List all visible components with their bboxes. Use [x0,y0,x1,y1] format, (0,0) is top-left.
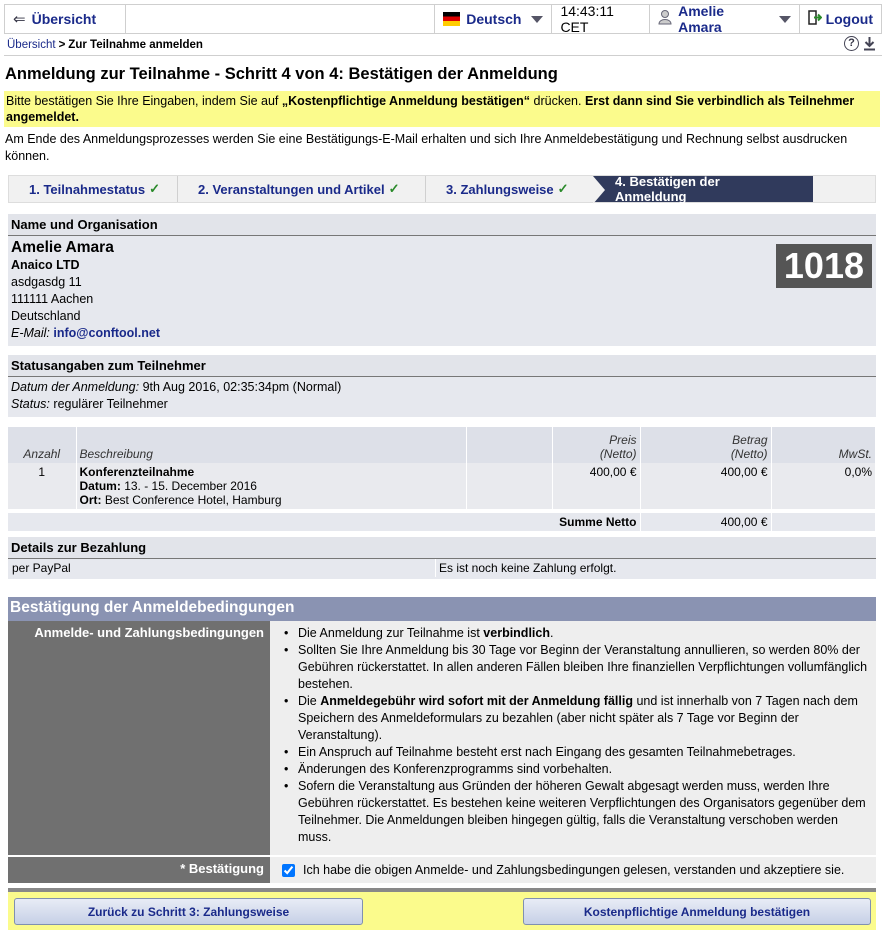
item-place: Best Conference Hotel, Hamburg [104,493,282,507]
sum-value: 400,00 € [640,513,771,531]
confirm-row [8,855,876,883]
help-icon[interactable]: ? [844,36,859,51]
notice-text: Bitte bestätigen Sie Ihre Eingaben, indem Sie auf [6,94,282,108]
page-title: Anmeldung zur Teilnahme - Schritt 4 von 4: Bestätigen der Anmeldung [5,65,558,83]
col-amount-net: (Netto) [730,447,768,461]
payment-heading: Details zur Bezahlung [8,537,876,559]
top-bar [4,4,882,34]
confirm-text: Ich habe die obigen Anmelde- und Zahlungsbedingungen gelesen, verstanden und akzeptiere sie. [303,863,845,877]
condition-item [278,642,868,693]
condition-item [278,693,868,744]
email-link[interactable]: info@conftool.net [53,326,161,340]
participant-section [8,214,876,346]
col-price-net: (Netto) [599,447,637,461]
step-2-label: 2. Veranstaltungen und Artikel [198,181,385,197]
sum-label: Summe Netto [8,513,640,531]
col-amount [640,427,771,463]
conditions-label: Anmelde- und Zahlungsbedingungen [8,621,270,855]
condition-bold: verbindlich [483,626,550,640]
participant-name: Amelie Amara [11,239,114,256]
confirm-registration-button[interactable]: Kostenpflichtige Anmeldung bestätigen [523,898,871,925]
notice-binding-text: Erst dann sind Sie verbindlich als Teilnehmer angemeldet. [6,94,855,124]
col-vat: MwSt. [771,427,876,463]
col-price [552,427,640,463]
action-bar [8,888,876,930]
chevron-down-icon [779,16,791,23]
chevron-down-icon [531,16,543,23]
col-description: Beschreibung [76,427,466,463]
condition-text: und ist innerhalb von 7 Tagen nach dem Speichern des Anmeldeformulars zu bezahlen (aber nicht später als 7 Tage vor Beginn der Veranstaltung). [298,694,858,742]
step-3-label: 3. Zahlungsweise [446,181,554,197]
back-button[interactable]: Zurück zu Schritt 3: Zahlungsweise [14,898,363,925]
condition-text: Änderungen des Konferenzprogramms sind vorbehalten. [298,762,613,776]
process-info: Am Ende des Anmeldungsprozesses werden Sie eine Bestätigungs-E-Mail erhalten und sich Ihre Anmeldebestätigung und Rechnung selbst ausdrucken können. [5,132,848,163]
logout-icon [808,10,822,28]
col-amount-label: Betrag [732,433,768,447]
condition-item [278,744,868,761]
sum-empty [771,513,876,531]
notice-button-ref: „Kostenpflichtige Anmeldung bestätigen“ [281,94,531,108]
item-count: 1 [8,463,76,509]
item-description [76,463,466,509]
overview-link[interactable] [5,5,126,33]
condition-text: Die Anmeldung zur Teilnahme ist [298,626,484,640]
breadcrumb [4,34,882,56]
step-3[interactable] [425,176,593,202]
payment-section [8,537,876,579]
conditions-list [278,625,868,846]
language-label: Deutsch [466,11,522,27]
logout-label: Logout [825,11,873,27]
col-empty [466,427,552,463]
status-section [8,355,876,417]
condition-bold: Anmeldegebühr wird sofort mit der Anmeldung fällig [320,694,633,708]
item-date-label: Datum: [79,479,121,493]
item-empty [466,463,552,509]
confirm-notice [4,91,880,127]
step-4-current [593,176,813,202]
check-icon: ✓ [149,181,160,196]
arrow-left-icon: ⇐ [13,11,26,28]
notice-text: drücken. [530,94,585,108]
step-1[interactable] [9,176,177,202]
participant-street: asdgasdg 11 [11,275,82,289]
condition-text: Sofern die Veranstaltung aus Gründen der höheren Gewalt abgesagt werden muss, werden Ihre Gebühren rückerstattet. Es bestehen keine weiteren Verpflichtungen des Organisators gegenüber dem Teilnehmer. Die Anmeldungen bleiben hingegen gültig, falls die Veranstaltung verschoben werden muss. [298,779,866,844]
email-label: E-Mail: [11,326,50,340]
breadcrumb-overview[interactable]: Übersicht [7,38,56,51]
condition-text: . [549,626,554,640]
item-date: 13. - 15. December 2016 [124,479,257,493]
col-count: Anzahl [8,427,76,463]
check-icon: ✓ [388,181,400,196]
table-row [8,463,876,509]
conditions-row [8,621,876,855]
status-heading: Statusangaben zum Teilnehmer [8,355,876,377]
items-table [8,427,876,531]
item-amount: 400,00 € [640,463,771,509]
condition-item [278,625,868,642]
confirm-label: * Bestätigung [8,857,270,883]
check-icon: ✓ [557,181,569,196]
conditions-heading: Bestätigung der Anmeldebedingungen [8,597,876,621]
download-icon[interactable] [863,36,876,54]
condition-text: Sollten Sie Ihre Anmeldung bis 30 Tage vor Beginn der Veranstaltung annullieren, so werden 80% der Gebühren rückerstattet. In allen anderen Fällen bleiben Ihre finanziellen Verpflichtungen vollumfänglich bestehen. [298,643,868,691]
user-icon [658,10,672,28]
col-price-label: Preis [609,433,637,447]
language-select[interactable] [435,5,552,33]
confirm-checkbox[interactable] [282,864,295,877]
item-title: Konferenzteilnahme [79,465,195,479]
overview-link-label: Übersicht [31,11,97,27]
participant-country: Deutschland [11,309,81,323]
participant-organisation: Anaico LTD [11,258,80,272]
user-name: Amelie Amara [678,3,725,35]
participant-city: 111111 Aachen [11,292,94,306]
logout-link[interactable] [800,5,881,33]
condition-item [278,761,868,778]
conditions-list-container [270,621,876,855]
breadcrumb-separator: > [58,38,66,51]
table-header-row [8,427,876,463]
step-2[interactable] [177,176,425,202]
participant-number: 1018 [776,244,872,288]
registration-date-label: Datum der Anmeldung: [11,380,140,394]
participant-heading: Name und Organisation [8,214,876,236]
breadcrumb-current: Zur Teilnahme anmelden [68,38,203,51]
item-vat: 0,0% [771,463,876,509]
status-label: Status: [11,397,50,411]
conditions-section [8,597,876,883]
condition-text: Die [298,694,321,708]
payment-state: Es ist noch keine Zahlung erfolgt. [439,561,617,575]
spacer [126,5,436,33]
step-1-label: 1. Teilnahmestatus [29,181,146,197]
item-place-label: Ort: [79,493,102,507]
step-4-label: 4. Bestätigen der Anmeldung [615,174,720,204]
server-time [552,5,650,33]
user-menu[interactable] [650,5,799,33]
status-value: regulärer Teilnehmer [53,397,168,411]
registration-date: 9th Aug 2016, 02:35:34pm (Normal) [142,380,342,394]
condition-text: Ein Anspruch auf Teilnahme besteht erst nach Eingang des gesamten Teilnahmebetrages. [298,745,796,759]
step-progress [8,175,876,203]
item-price: 400,00 € [552,463,640,509]
confirm-field [270,857,876,883]
condition-item [278,778,868,846]
payment-method: per PayPal [8,559,436,577]
server-time-value: 14:43:11 CET [560,3,614,35]
german-flag-icon [443,12,460,26]
sum-row [8,513,876,531]
